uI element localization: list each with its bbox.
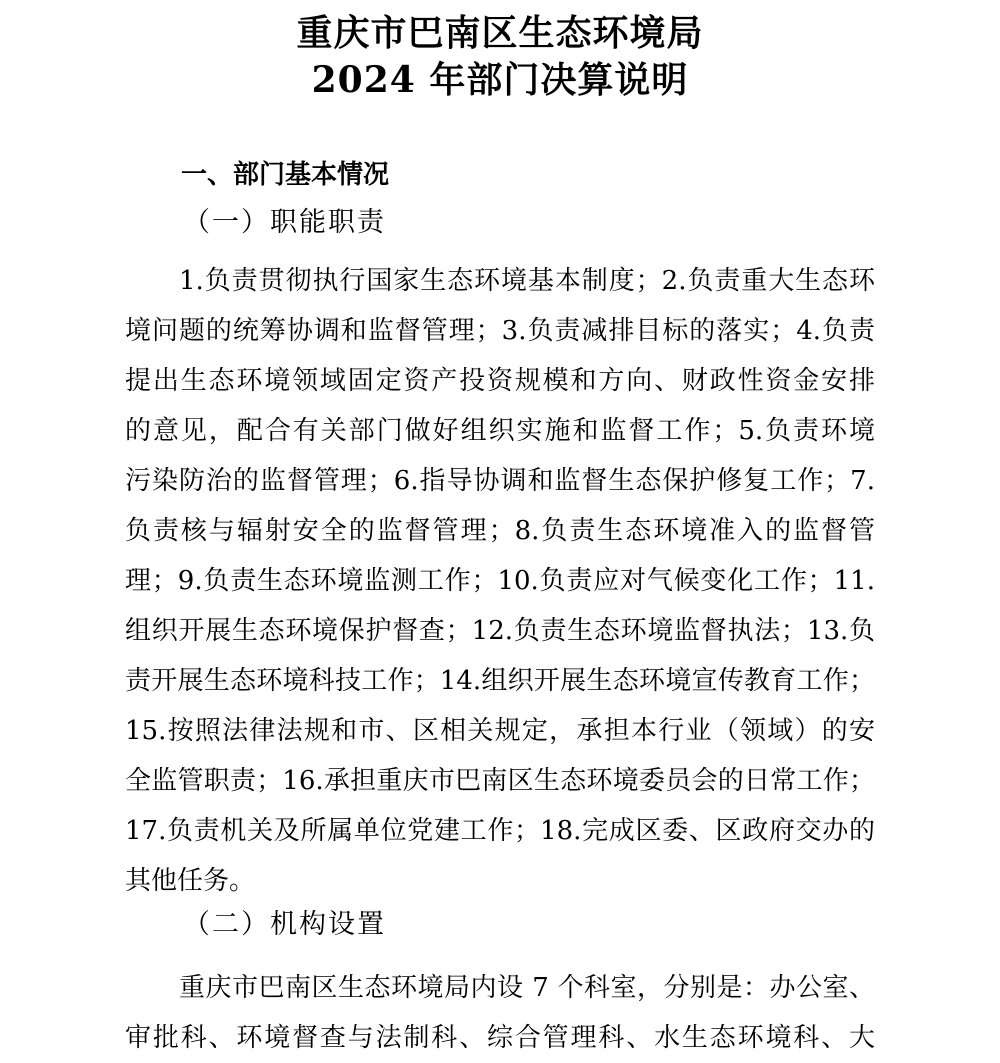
text-line: 境问题的统筹协调和监督管理；3.负责减排目标的落实；4.负责 <box>125 316 875 346</box>
paragraph-organization <box>125 963 875 1063</box>
text-line: 责开展生态环境科技工作；14.组织开展生态环境宣传教育工作； <box>125 666 875 696</box>
text-line: 负责核与辐射安全的监督管理；8.负责生态环境准入的监督管 <box>125 516 875 546</box>
text-line: 重庆市巴南区生态环境局内设 7 个科室，分别是：办公室、 <box>179 973 875 1003</box>
text-line: 15.按照法律法规和市、区相关规定，承担本行业（领域）的安 <box>125 716 875 746</box>
text-line: 1.负责贯彻执行国家生态环境基本制度；2.负责重大生态环 <box>179 266 875 296</box>
paragraph-duties <box>125 256 875 906</box>
text-line: 组织开展生态环境保护督查；12.负责生态环境监督执法；13.负 <box>125 616 875 646</box>
text-line: 17.负责机关及所属单位党建工作；18.完成区委、区政府交办的 <box>125 816 875 846</box>
title-line-2: 2024 年部门决算说明 <box>311 59 689 101</box>
section-heading-basic-info: 一、部门基本情况 <box>181 159 390 189</box>
text-line: 审批科、环境督查与法制科、综合管理科、水生态环境科、大 <box>125 1023 875 1053</box>
text-line: 理；9.负责生态环境监测工作；10.负责应对气候变化工作；11. <box>125 566 875 596</box>
text-line: 污染防治的监督管理；6.指导协调和监督生态保护修复工作；7. <box>125 466 875 496</box>
text-line: 的意见，配合有关部门做好组织实施和监督工作；5.负责环境 <box>125 416 875 446</box>
document-page <box>0 10 1000 1063</box>
subsection-heading-duties: （一）职能职责 <box>183 207 386 238</box>
document-title <box>125 10 875 104</box>
text-line: 全监管职责；16.承担重庆市巴南区生态环境委员会的日常工作； <box>125 766 875 796</box>
subsection-heading-organization: （二）机构设置 <box>183 909 386 940</box>
text-line: 其他任务。 <box>125 866 256 896</box>
title-line-1: 重庆市巴南区生态环境局 <box>296 12 704 54</box>
text-line: 提出生态环境领域固定资产投资规模和方向、财政性资金安排 <box>125 366 875 396</box>
